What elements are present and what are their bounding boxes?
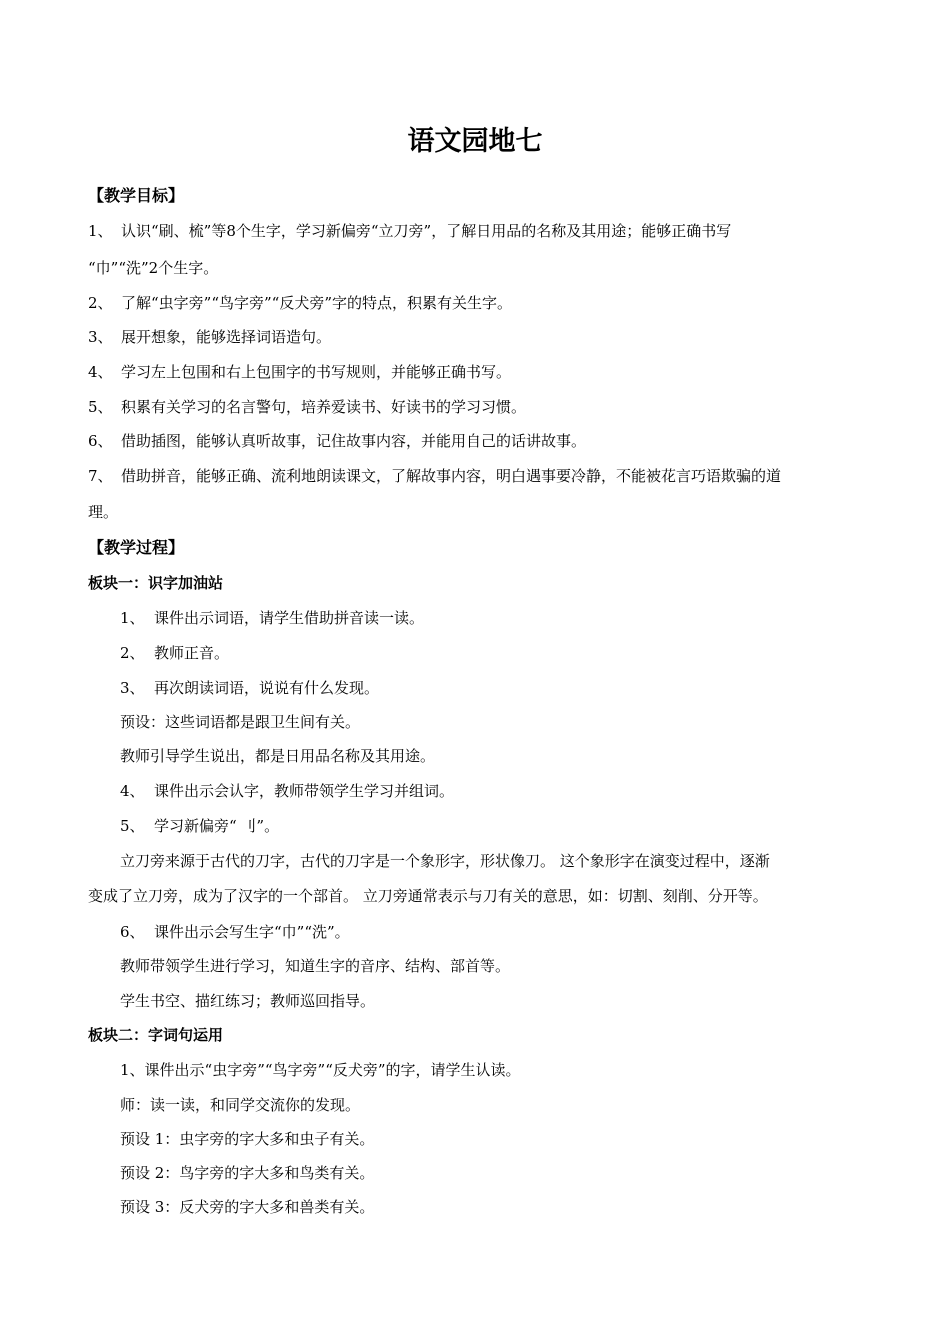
block1-step-1 (120, 607, 900, 629)
objective-text: 借助插图，能够认真听故事，记住故事内容，并能用自己的话讲故事。 (121, 432, 587, 450)
step-number: 6、 (120, 923, 145, 941)
process-heading: 【教学过程】 (88, 538, 185, 557)
objective-5 (88, 396, 868, 418)
objective-4 (88, 361, 868, 383)
objective-number: 3、 (88, 328, 113, 346)
objective-text: 展开想象，能够选择词语造句。 (121, 328, 332, 346)
objective-3 (88, 326, 868, 348)
block1-step-3 (120, 677, 900, 699)
objective-number: 6、 (88, 432, 113, 450)
step-text: 课件出示会认字，教师带领学生学习并组词。 (154, 782, 455, 800)
block2-preset-3: 预设 3：反犬旁的字大多和兽类有关。 (120, 1198, 375, 1216)
objective-number: 7、 (88, 467, 113, 485)
objective-text: 积累有关学习的名言警句，培养爱读书、好读书的学习习惯。 (121, 398, 527, 416)
objective-number: 5、 (88, 398, 113, 416)
step-number: 1、 (120, 609, 145, 627)
step-text: 课件出示会写生字“巾”“洗”。 (154, 923, 350, 941)
block2-title: 板块二：字词句运用 (88, 1026, 224, 1044)
step-number: 5、 (120, 817, 145, 835)
block1-title: 板块一：识字加油站 (88, 574, 224, 592)
radical-paragraph-line-2: 变成了立刀旁，成为了汉字的一个部首。 立刀旁通常表示与刀有关的意思，如：切割、刻削、分开等。 (88, 887, 768, 905)
objective-1-continued: “巾”“洗”2个生字。 (88, 259, 219, 277)
block2-step-1: 1、课件出示“虫字旁”“鸟字旁”“反犬旁”的字，请学生认读。 (120, 1061, 521, 1079)
page-title: 语文园地七 (407, 126, 543, 157)
objective-text: 认识“刷、梳”等8个生字，学习新偏旁“立刀旁”，了解日用品的名称及其用途；能够正确书写 (121, 222, 732, 240)
block1-step-5 (120, 815, 900, 837)
radical-paragraph-line-1: 立刀旁来源于古代的刀字，古代的刀字是一个象形字，形状像刀。 这个象形字在演变过程中，逐渐 (120, 852, 770, 870)
block2-teacher-prompt: 师：读一读，和同学交流你的发现。 (120, 1096, 361, 1114)
objectives-heading: 【教学目标】 (88, 186, 185, 205)
block1-practice-note: 学生书空、描红练习；教师巡回指导。 (120, 992, 376, 1010)
objective-number: 4、 (88, 363, 113, 381)
objective-text: 学习左上包围和右上包围字的书写规则，并能够正确书写。 (121, 363, 512, 381)
objective-7 (88, 465, 868, 487)
block2-preset-1: 预设 1：虫字旁的字大多和虫子有关。 (120, 1130, 375, 1148)
step-text: 再次朗读词语，说说有什么发现。 (154, 679, 380, 697)
step-number: 2、 (120, 644, 145, 662)
objective-number: 2、 (88, 294, 113, 312)
objective-2 (88, 292, 868, 314)
step-number: 3、 (120, 679, 145, 697)
block1-step-4 (120, 780, 900, 802)
block1-step-6 (120, 921, 900, 943)
step-text: 教师正音。 (154, 644, 230, 662)
step-text: 学习新偏旁“ 刂”。 (154, 817, 280, 835)
objective-1 (88, 220, 868, 242)
objective-number: 1、 (88, 222, 113, 240)
block2-preset-2: 预设 2：鸟字旁的字大多和鸟类有关。 (120, 1164, 375, 1182)
objective-text: 了解“虫字旁”“鸟字旁”“反犬旁”字的特点，积累有关生字。 (121, 294, 513, 312)
block1-step-2 (120, 642, 900, 664)
block1-teaching-note: 教师带领学生进行学习，知道生字的音序、结构、部首等。 (120, 957, 511, 975)
block1-preset: 预设：这些词语都是跟卫生间有关。 (120, 713, 361, 731)
step-number: 4、 (120, 782, 145, 800)
step-text: 课件出示词语，请学生借助拼音读一读。 (154, 609, 425, 627)
objective-text: 借助拼音，能够正确、流利地朗读课文，了解故事内容，明白遇事要冷静，不能被花言巧语欺骗的道 (121, 467, 782, 485)
block1-guidance: 教师引导学生说出，都是日用品名称及其用途。 (120, 747, 436, 765)
objective-6 (88, 430, 868, 452)
objective-7-continued: 理。 (88, 503, 119, 521)
